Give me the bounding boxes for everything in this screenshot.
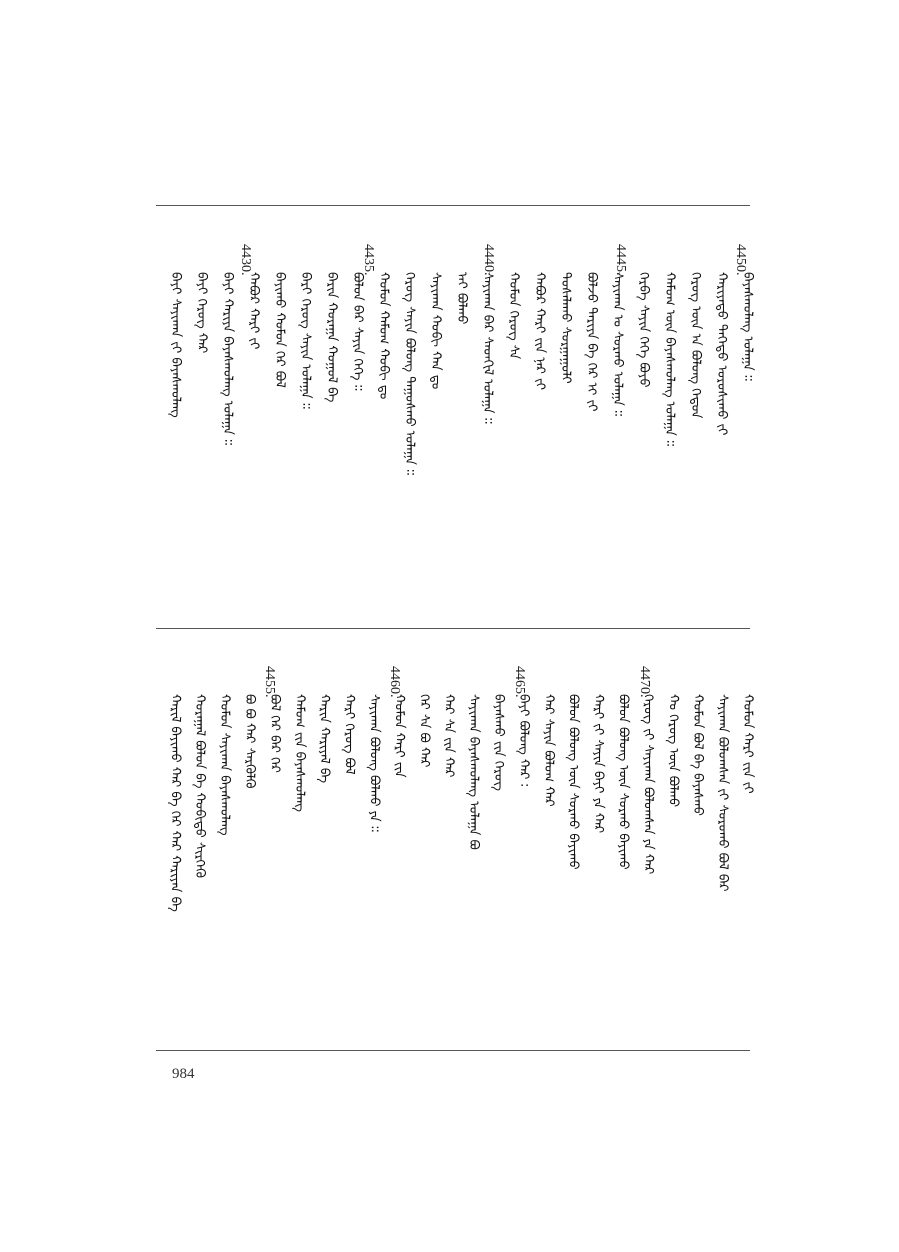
verse-line-text: ᠪᠤᠯᠤᠨ ᠪᠤᠯᠤᠩ ᠦᠨ ᠰᠤᠷᠬᠤ ᠪᠠᠶᠢᠬᠤ xyxy=(615,694,631,870)
verse-number: 4430. xyxy=(238,244,253,276)
verse-line-text: ᠪᠤᠯᠤᠨ ᠪᠤᠯᠤᠩ ᠦᠨ ᠰᠤᠷᠬᠤ ᠪᠠᠶᠢᠬᠤ xyxy=(565,694,581,870)
verse-line-text: ᠪᠤᠯᠤᠨ ᠪᠡᠷ ᠰᠠᠶᠢᠨ ᠬᠡᠭᠡ ∶∶ xyxy=(350,272,365,392)
verse-line-text: ᠬᠤ ᠬᠡᠷᠦᠭ ᠦᠨ ᠪᠤᠯᠬᠤ xyxy=(665,694,681,808)
verse-line-text: ᠪᠤᠯᠵᠤ ᠲᠠᠷᠢᠶᠠ ᠪᠠ ᠬᠡᠷ ᠢ ᠶ᠋ᠢ xyxy=(584,272,599,412)
verse-line-text: ᠪᠠᠶᠢ ᠬᠡᠷᠦᠭ ᠬᠠᠷ xyxy=(194,272,209,354)
verse-number: 4455. xyxy=(262,666,277,698)
verse-line-text: ᠬᠡᠷᠦᠭ ᠦᠨ ᠠ ᠪᠤᠯᠤᠩ ᠬᠡᠳᠦᠨ xyxy=(688,272,703,419)
verse-line-text: ᠪᠠᠶᠠᠰᠬᠤᠯᠠᠩ ᠤᠯᠠᠭᠠ ∶∶ xyxy=(740,272,755,382)
verse-line-text: ᠰᠠᠶᠢᠬᠠᠨ ᠪᠤᠯᠤᠭᠰᠠᠨ ᠶ᠋ᠢ ᠰᠤᠷᠤᠬᠤ ᠪᠤᠯ ᠪᠠᠷ xyxy=(715,694,731,892)
verse-line-text: ᠪᠠᠶᠢᠬᠤ ᠬᠤᠮᠤᠨ ᠬᠡᠷ ᠪᠤᠯ xyxy=(272,272,287,388)
verse-line-text: ᠲᠤᠰᠠᠯᠠᠬᠤ ᠰᠤᠷᠭᠠᠭᠤᠯᠢ xyxy=(558,272,573,384)
verse-line-text: ᠪᠠᠶᠢ ᠬᠠᠷᠢᠶᠠ ᠪᠠᠶᠠᠰᠬᠤᠯᠠᠩ ᠤᠯᠠᠭᠠ ∶∶ xyxy=(220,272,235,446)
bottom-rule xyxy=(156,1050,750,1051)
verse-line-text: ᠬᠡᠷᠦᠭ ᠰᠠᠶᠢᠨ ᠪᠤᠯᠤᠩ ᠳᠠᠭᠤᠰᠬᠤ ᠤᠯᠠᠭᠠ ∶∶ xyxy=(402,272,417,476)
verse-line-text: ᠬᠠᠷ ᠰᠠᠶᠢᠨ ᠪᠤᠯᠤᠭ ᠬᠠᠷ xyxy=(540,694,556,807)
verse-line-text: ᠬᠡᠷ ᠰᠡ ᠪᠤ ᠬᠠᠷ xyxy=(416,694,432,768)
verse-line-text: ᠪᠠᠶᠠᠰᠬᠤ ᠶ᠋ᠢᠨ ᠬᠡᠷᠦᠭ xyxy=(491,694,506,791)
verse-line-text: ᠰᠠᠶᠢᠬᠠᠨ ᠪᠤᠯᠤᠩ ᠪᠤᠯᠬᠤ ᠶᠡ ∶∶ xyxy=(366,694,382,833)
verse-line-text: ᠬᠠᠷᠢ ᠶ᠋ᠢ ᠰᠠᠶᠢᠨ ᠪᠠᠶᠢ ᠶᠡ ᠬᠠᠷ xyxy=(590,694,606,834)
verse-line-text: ᠪᠠᠶᠢ ᠪᠤᠯᠤᠩ ᠬᠠᠷ ∶ xyxy=(515,694,531,787)
top-rule xyxy=(156,205,750,206)
verse-line-text: ᠬᠡᠷᠦᠭ ᠶ᠋ᠢ ᠰᠠᠶᠢᠬᠠᠨ ᠪᠤᠯᠤᠭᠰᠠᠨ ᠶᠡ ᠬᠠᠷ xyxy=(640,694,656,875)
verse-line-text: ᠬᠠᠮᠤᠭ ᠦᠨ ᠪᠠᠶᠠᠰᠬᠤᠯᠠᠩ ᠤᠯᠠᠭᠠ ∶∶ xyxy=(662,272,677,447)
verse-line-text: ᠬᠠᠪᠤᠷ ᠬᠠᠷᠢ ᠶ᠋ᠢ xyxy=(246,272,261,350)
verse-number: 4440. xyxy=(481,244,496,276)
verse-line-text: ᠬᠠᠷᠢ ᠬᠡᠷᠦᠭ ᠪᠤᠯ xyxy=(341,694,357,775)
verse-line-text: ᠪᠠᠷᠢᠨ ᠬᠤᠷᠠᠭᠠ ᠬᠤᠭᠤᠯ ᠪᠠ xyxy=(324,272,339,403)
verse-number: 4450. xyxy=(733,244,748,276)
middle-rule xyxy=(156,628,750,629)
verse-line-text: ᠬᠠᠷᠢᠨ ᠬᠠᠷᠢᠶᠠᠯ ᠪᠠ xyxy=(316,694,332,784)
verse-line-text: ᠬᠤᠷᠠᠭᠠᠯ ᠪᠤᠯᠤᠨ ᠪᠠ ᠬᠤᠪᠢᠳᠤ ᠰᠢᠷᠭᠡᠬᠦ xyxy=(192,694,208,878)
verse-line-text: ᠰᠠᠶᠢᠬᠠᠨ ᠪᠠᠶᠠᠰᠬᠤᠯᠠᠩ ᠤᠯᠠᠭᠠ ᠪᠤ xyxy=(466,694,482,850)
verse-number: 4435. xyxy=(361,244,376,276)
verse-number: 4445. xyxy=(613,244,628,276)
verse-line-text: ᠰᠠᠶᠢᠬᠠᠨ ᠤ ᠰᠤᠷᠬᠤ ᠤᠯᠠᠭᠠ ∶∶ xyxy=(610,272,625,417)
verse-number: 4465. xyxy=(512,666,527,698)
verse-line-text: ᠪᠤᠯ ᠬᠡᠷ ᠪᠡᠷ ᠬᠡᠷ xyxy=(266,694,282,773)
verse-number: 4470. xyxy=(637,666,652,698)
verse-line-text: ᠬᠤᠮᠤᠨ ᠰᠠᠶᠢᠬᠠᠨ ᠪᠠᠶᠠᠰᠬᠤᠯᠠᠩ xyxy=(217,694,233,836)
verse-line-text: ᠬᠠᠷ ᠰᠠ ᠶ᠋ᠢᠨ ᠬᠠᠷ xyxy=(441,694,457,778)
verse-line-text: ᠬᠤᠮᠤᠨ ᠬᠠᠷᠢ ᠶ᠋ᠢᠨ ᠶ᠋ᠢ xyxy=(740,694,755,794)
verse-line-text: ᠬᠠᠪᠤᠷ ᠬᠠᠷᠢ ᠶ᠋ᠢᠨ ᠨᠡᠷ ᠶ᠋ᠢ xyxy=(532,272,547,390)
verse-line-text: ᠬᠤᠮᠤᠨ ᠪᠤᠯ ᠪᠠ ᠪᠠᠶᠠᠰᠬᠤ xyxy=(690,694,706,816)
verse-line-text: ᠠᠶ ᠪᠤᠯᠬᠤ xyxy=(454,272,469,325)
verse-line-text: ᠪᠠᠷᠢ ᠬᠡᠷᠦᠭ ᠰᠠᠶᠢᠨ ᠤᠯᠠᠭᠠ ∶∶ xyxy=(298,272,313,410)
verse-line-text: ᠬᠡᠷᠪᠡ ᠰᠠᠶᠢᠨ ᠬᠡᠭᠡ ᠪᠤᠶᠤ xyxy=(636,272,651,388)
verse-line-text: ᠬᠤᠮᠤᠨ ᠬᠠᠮᠤᠭ ᠬᠤᠪᠢ ᠳᠤ xyxy=(376,272,391,400)
verse-line-text: ᠪᠤ ᠪᠤ ᠬᠠᠷ ᠰᠡᠷᠭᠦᠯᠬᠦ xyxy=(242,694,257,789)
verse-line-text: ᠬᠠᠷᠢᠯ ᠪᠠᠶᠢᠬᠤ ᠬᠠᠷ ᠪᠠ ᠬᠡᠷ ᠬᠠᠷ ᠬᠠᠷᠢᠶᠠᠨ ᠪᠠ xyxy=(167,694,183,912)
verse-line-text: ᠪᠠᠶᠢ ᠰᠠᠶᠢᠬᠠᠨ ᠶ᠋ᠢ ᠪᠠᠶᠠᠰᠬᠤᠯᠠᠩ xyxy=(168,272,183,418)
verse-line-text: ᠰᠠᠶᠢᠬᠠᠨ ᠬᠤᠪᠢ ᠬᠠᠨ ᠳᠤ xyxy=(428,272,443,390)
verse-line-text: ᠬᠠᠷᠢᠶᠠᠳᠤ ᠳᠡᠭᠡᠳᠦ ᠤᠷᠤᠰᠢᠬᠤ ᠶ᠋ᠢ xyxy=(714,272,729,436)
verse-line-text: ᠬᠠᠮᠤᠭ ᠶ᠋ᠢᠨ ᠪᠠᠶᠠᠰᠬᠤᠯᠠᠩ xyxy=(291,694,307,812)
page-number: 984 xyxy=(172,1066,195,1082)
verse-line-text: ᠬᠤᠮᠤᠨ ᠬᠠᠷᠢ ᠶ᠋ᠢᠨ xyxy=(391,694,407,778)
verse-line-text: ᠬᠤᠮᠤᠨ ᠬᠡᠷᠦᠭ ᠰᠡ xyxy=(506,272,521,360)
verse-number: 4460. xyxy=(387,666,402,698)
verse-line-text: ᠰᠠᠶᠢᠬᠠᠨ ᠪᠡᠷ ᠰᠡᠳᠬᠢᠯ ᠤᠯᠠᠭᠠ ∶∶ xyxy=(480,272,495,425)
